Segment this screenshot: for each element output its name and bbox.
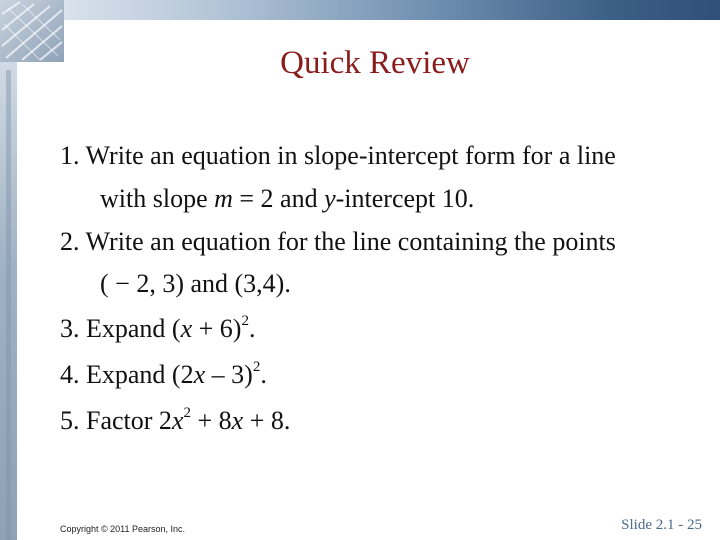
left-bar-stripe <box>6 70 11 540</box>
item-number: 3. <box>60 314 86 343</box>
math-variable: x <box>171 406 184 435</box>
item-number: 2. <box>60 227 86 256</box>
math-variable: x <box>231 406 244 435</box>
copyright-text: Copyright © 2011 Pearson, Inc. <box>60 524 186 534</box>
item-text: . <box>260 360 267 389</box>
item-1-line-2 <box>100 181 474 217</box>
item-5 <box>60 403 290 439</box>
item-4 <box>60 357 267 393</box>
item-text: Write an equation for the line containing the points <box>85 227 616 256</box>
item-number: 1. <box>60 141 86 170</box>
item-number: 4. <box>60 360 86 389</box>
exponent: 2 <box>252 359 261 375</box>
slide-title: Quick Review <box>280 45 470 81</box>
slide-number: Slide 2.1 - 25 <box>621 517 702 533</box>
exponent: 2 <box>241 313 249 329</box>
item-text: -intercept 10. <box>335 184 475 213</box>
item-2-line-1 <box>60 224 616 260</box>
math-variable: x <box>180 314 193 343</box>
math-variable: y <box>324 184 336 213</box>
item-number: 5. <box>60 406 86 435</box>
item-3 <box>60 311 255 347</box>
item-text: . <box>248 314 256 343</box>
item-text: Write an equation in slope-intercept form for a line <box>85 141 616 170</box>
item-text: + 8 <box>190 406 232 435</box>
math-variable: m <box>214 184 233 213</box>
item-text: = 2 and <box>232 184 325 213</box>
item-text: ( − 2, 3) and (3,4). <box>100 269 291 298</box>
item-text: with slope <box>100 184 215 213</box>
exponent: 2 <box>183 405 191 421</box>
math-variable: x <box>193 360 206 389</box>
item-1-line-1 <box>60 138 616 174</box>
item-text: + 6) <box>192 314 242 343</box>
item-text: Expand ( <box>86 314 181 343</box>
item-text: Factor 2 <box>86 406 172 435</box>
item-text: – 3) <box>205 360 253 389</box>
item-2-line-2 <box>100 266 291 302</box>
item-text: Expand (2 <box>86 360 194 389</box>
top-gradient-bar <box>0 0 720 20</box>
item-text: + 8. <box>243 406 291 435</box>
